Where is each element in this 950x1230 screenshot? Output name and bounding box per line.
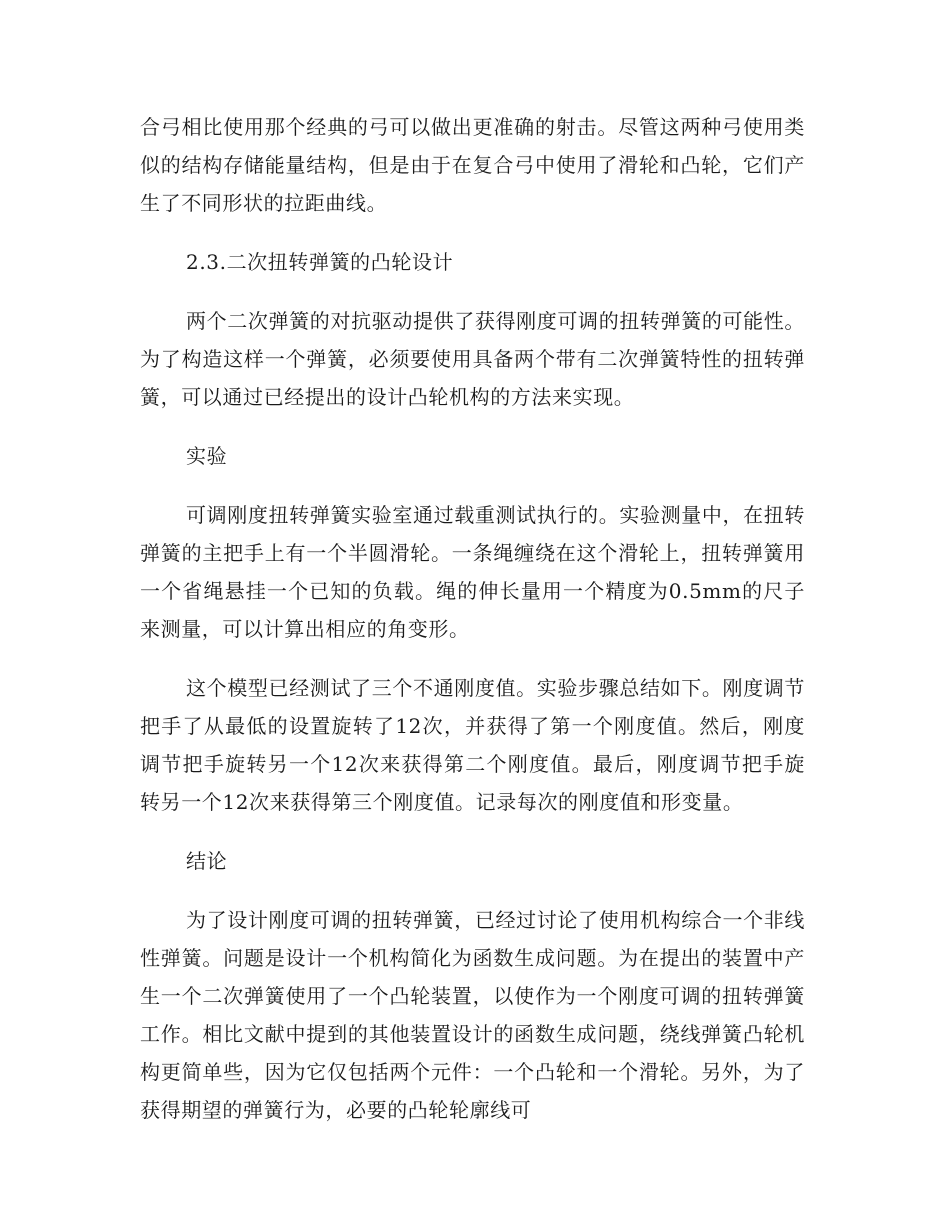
paragraph-antagonistic-springs: 两个二次弹簧的对抗驱动提供了获得刚度可调的扭转弹簧的可能性。为了构造这样一个弹簧，必须要使用具备两个带有二次弹簧特性的扭转弹簧，可以通过已经提出的设计凸轮机构的方法来实现。: [140, 309, 805, 409]
paragraph-experiment-setup: 可调刚度扭转弹簧实验室通过载重测试执行的。实验测量中，在扭转弹簧的主把手上有一个半圆滑轮。一条绳缠绕在这个滑轮上，扭转弹簧用一个省绳悬挂一个已知的负载。绳的伸长量用一个精度为0.5mm的尺子来测量，可以计算出相应的角变形。: [140, 503, 805, 641]
paragraph-experiment-steps: 这个模型已经测试了三个不通刚度值。实验步骤总结如下。刚度调节把手了从最低的设置旋转了12次，并获得了第一个刚度值。然后，刚度调节把手旋转另一个12次来获得第二个刚度值。最后，刚度调节把手旋转另一个12次来获得第三个刚度值。记录每次的刚度值和形变量。: [140, 676, 805, 814]
document-body: [140, 108, 805, 1150]
paragraph-compound-bow: 合弓相比使用那个经典的弓可以做出更准确的射击。尽管这两种弓使用类似的结构存储能量结构，但是由于在复合弓中使用了滑轮和凸轮，它们产生了不同形状的拉距曲线。: [140, 115, 805, 215]
section-heading-conclusion: 结论: [186, 849, 228, 873]
section-heading-cam-design: 2.3.二次扭转弹簧的凸轮设计: [186, 250, 454, 274]
paragraph-conclusion: 为了设计刚度可调的扭转弹簧，已经过讨论了使用机构综合一个非线性弹簧。问题是设计一个机构简化为函数生成问题。为在提出的装置中产生一个二次弹簧使用了一个凸轮装置，以使作为一个刚度可调的扭转弹簧工作。相比文献中提到的其他装置设计的函数生成问题，绕线弹簧凸轮机构更简单些，因为它仅包括两个元件：一个凸轮和一个滑轮。另外，为了获得期望的弹簧行为，必要的凸轮轮廓线可: [140, 908, 805, 1122]
section-heading-experiment: 实验: [186, 444, 228, 468]
